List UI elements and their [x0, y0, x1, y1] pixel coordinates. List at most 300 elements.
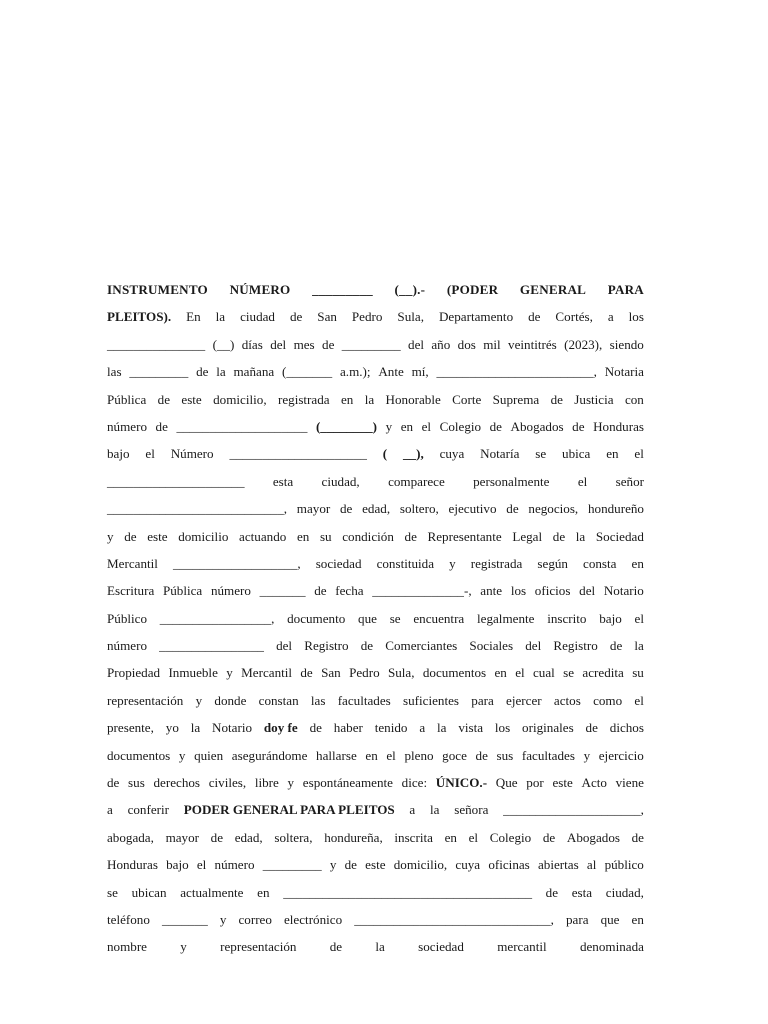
word: personalmente — [473, 473, 550, 489]
word: a — [107, 802, 113, 818]
word: ejercer — [506, 692, 542, 708]
word: como — [593, 692, 623, 708]
text-line — [107, 303, 644, 330]
word: oficinas — [488, 857, 530, 873]
word: para — [565, 911, 589, 927]
word: __), — [403, 446, 424, 462]
word: de — [609, 638, 623, 654]
word: encuentra — [413, 610, 465, 626]
word: fecha — [335, 583, 364, 599]
word: y — [178, 747, 186, 763]
word: de — [155, 418, 168, 434]
word: de — [550, 391, 563, 407]
word: su — [632, 665, 644, 681]
word: Número — [170, 446, 214, 462]
word: Público — [107, 610, 148, 626]
word: de — [329, 939, 343, 955]
word: Corte — [452, 391, 482, 407]
word: actuando — [239, 528, 287, 544]
word: Legal — [512, 528, 543, 544]
word: Pública — [107, 391, 147, 407]
word: y — [329, 857, 337, 873]
word: ( — [382, 446, 388, 462]
word: los — [628, 309, 644, 325]
word: acredita — [582, 665, 624, 681]
word: Colegio — [489, 829, 532, 845]
word: (_______ — [281, 364, 333, 380]
word: _________ — [129, 364, 189, 380]
word: a — [409, 802, 416, 818]
word: conferir — [127, 802, 170, 818]
word: se — [535, 446, 547, 462]
word: y — [449, 555, 456, 571]
word: de — [545, 884, 559, 900]
word: ________________________, — [436, 364, 597, 380]
word: de — [210, 829, 224, 845]
word: soltero, — [399, 501, 439, 517]
word: mí, — [411, 364, 429, 380]
text-line — [107, 495, 644, 522]
word: para — [471, 692, 494, 708]
word: actos — [553, 692, 581, 708]
word: de — [542, 829, 556, 845]
word: el — [515, 665, 525, 681]
word: las — [107, 364, 122, 380]
word: de — [322, 336, 335, 352]
word: esta — [272, 473, 294, 489]
word: suficientes — [403, 692, 460, 708]
word: en — [606, 446, 619, 462]
word: soltera, — [274, 829, 313, 845]
word: ______________________________________ — [283, 884, 532, 900]
word: Pedro — [351, 309, 383, 325]
word: (________) — [315, 418, 378, 434]
word: Registro — [304, 638, 349, 654]
text-line — [107, 276, 644, 303]
word: _________ — [312, 282, 373, 297]
word: INSTRUMENTO — [107, 282, 208, 297]
word: donde — [214, 692, 247, 708]
word: Notaria — [604, 364, 644, 380]
word: de — [552, 528, 566, 544]
text-line — [107, 331, 644, 358]
word: de — [475, 747, 488, 763]
word: ciudad, — [605, 884, 644, 900]
word: en — [494, 665, 507, 681]
word: el — [634, 610, 644, 626]
word: ______________-, — [372, 583, 472, 599]
word: la — [215, 309, 226, 325]
word: el — [634, 692, 644, 708]
word: mes — [293, 336, 315, 352]
word: de — [506, 501, 519, 517]
word: espontáneamente — [302, 775, 393, 791]
word: veintitrés — [508, 336, 557, 352]
word: viene — [615, 775, 644, 791]
word: Sula, — [387, 665, 415, 681]
word: número — [107, 418, 147, 434]
word: y — [226, 665, 233, 681]
word: ejecutivo — [448, 501, 497, 517]
word: la — [634, 638, 644, 654]
word: bajo — [107, 446, 130, 462]
word: consta — [583, 555, 617, 571]
word: libre — [254, 775, 279, 791]
word: documento — [287, 610, 346, 626]
word: a.m.); — [339, 364, 371, 380]
word: negocios, — [528, 501, 579, 517]
word: ____________________ — [176, 418, 308, 434]
word: documentos — [107, 747, 171, 763]
word: PLEITOS). — [107, 309, 172, 325]
text-line — [107, 550, 644, 577]
word: (__).- — [394, 282, 426, 297]
word: _______ — [259, 583, 306, 599]
word: y — [180, 939, 187, 955]
word: la — [190, 720, 201, 736]
word: ubican — [131, 884, 167, 900]
word: civiles, — [208, 775, 247, 791]
word: dichos — [609, 720, 644, 736]
word: Notario — [212, 720, 253, 736]
word: señora — [454, 802, 489, 818]
word: que — [600, 911, 620, 927]
word: _______________ — [107, 336, 206, 352]
word: ubica — [562, 446, 591, 462]
word: que — [358, 610, 377, 626]
word: del — [276, 638, 293, 654]
text-line — [107, 577, 644, 604]
word: la — [375, 939, 385, 955]
word: esta — [571, 884, 593, 900]
word: de — [404, 528, 417, 544]
word: dice: — [401, 775, 428, 791]
word: ___________________, — [172, 555, 301, 571]
word: doy fe — [263, 720, 298, 736]
word: Mercantil — [241, 665, 293, 681]
word: de — [300, 665, 313, 681]
word: nombre — [107, 939, 147, 955]
word: San — [317, 309, 337, 325]
word: sus — [128, 775, 145, 791]
word: dos — [457, 336, 476, 352]
text-line — [107, 632, 644, 659]
word: (PODER — [446, 282, 499, 297]
word: NÚMERO — [229, 282, 291, 297]
document-body — [107, 276, 644, 961]
word: Cortés, — [555, 309, 593, 325]
text-line — [107, 523, 644, 550]
word: del — [579, 583, 596, 599]
word: se — [389, 610, 401, 626]
text-line — [107, 824, 644, 851]
word: número — [210, 583, 251, 599]
word: Suprema — [492, 391, 540, 407]
word: días — [241, 336, 263, 352]
word: Sula, — [397, 309, 424, 325]
word: de — [124, 528, 137, 544]
word: Notario — [603, 583, 644, 599]
word: de — [344, 857, 357, 873]
word: el — [196, 857, 207, 873]
word: Departamento — [438, 309, 514, 325]
word: electrónico — [283, 911, 343, 927]
word: la — [216, 364, 226, 380]
word: quien — [194, 747, 224, 763]
word: ÚNICO.- — [435, 775, 488, 791]
word: número — [107, 638, 147, 654]
word: de — [528, 309, 541, 325]
word: legalmente — [477, 610, 535, 626]
word: de — [572, 418, 585, 434]
word: la — [437, 720, 447, 736]
word: teléfono — [107, 911, 150, 927]
text-line — [107, 413, 644, 440]
text-line — [107, 358, 644, 385]
word: representación — [107, 692, 184, 708]
word: Pública — [162, 583, 203, 599]
word: Pedro — [349, 665, 380, 681]
word: domicilio, — [393, 857, 448, 873]
word: en — [400, 418, 414, 434]
word: de — [289, 309, 303, 325]
word: público — [604, 857, 644, 873]
word: Sociedad — [595, 528, 644, 544]
word: GENERAL — [519, 282, 587, 297]
word: mayor — [296, 501, 331, 517]
word: San — [321, 665, 341, 681]
word: oficios — [534, 583, 571, 599]
word: su — [319, 528, 332, 544]
word: Honduras — [593, 418, 644, 434]
word: correo — [238, 911, 272, 927]
word: registrada — [277, 391, 330, 407]
word: en — [631, 911, 644, 927]
word: inscrito — [547, 610, 587, 626]
word: haber — [333, 720, 363, 736]
text-line — [107, 386, 644, 413]
word: abogada, — [107, 829, 154, 845]
word: a — [419, 720, 426, 736]
word: de — [585, 720, 598, 736]
word: _______ — [161, 911, 208, 927]
word: ___________________________, — [107, 501, 288, 517]
word: el — [421, 418, 432, 434]
word: este — [181, 391, 202, 407]
word: Registro — [553, 638, 598, 654]
word: sociedad — [315, 555, 362, 571]
word: En — [186, 309, 201, 325]
word: del — [270, 336, 287, 352]
word: la — [575, 528, 586, 544]
word: _____________________ — [107, 473, 245, 489]
word: hallarse — [316, 747, 357, 763]
word: originales — [522, 720, 574, 736]
word: número — [214, 857, 255, 873]
word: señor — [615, 473, 644, 489]
word: representación — [220, 939, 297, 955]
text-line — [107, 851, 644, 878]
word: Acto — [581, 775, 607, 791]
word: Honorable — [385, 391, 441, 407]
word: en — [296, 528, 310, 544]
word: _________________, — [159, 610, 275, 626]
word: de — [157, 391, 171, 407]
word: (__) — [212, 336, 235, 352]
word: se — [563, 665, 575, 681]
word: Comerciantes — [385, 638, 458, 654]
word: hondureña, — [324, 829, 383, 845]
word: el — [577, 473, 588, 489]
word: en — [631, 555, 644, 571]
word: comparece — [388, 473, 445, 489]
word: Justicia — [574, 391, 614, 407]
word: Notaría — [480, 446, 520, 462]
word: _________ — [262, 857, 322, 873]
word: de — [489, 418, 502, 434]
word: de — [631, 829, 644, 845]
word: bajo — [599, 610, 622, 626]
text-line — [107, 796, 644, 823]
word: siendo — [609, 336, 644, 352]
word: constan — [258, 692, 299, 708]
word: Escritura — [107, 583, 155, 599]
word: Mercantil — [107, 555, 158, 571]
text-line — [107, 742, 644, 769]
word: PODER GENERAL PARA PLEITOS — [183, 802, 395, 818]
word: domicilio, — [213, 391, 267, 407]
word: Que — [495, 775, 518, 791]
word: y — [219, 911, 227, 927]
word: este — [147, 528, 168, 544]
word: ciudad — [240, 309, 275, 325]
word: facultades — [337, 692, 391, 708]
word: las — [310, 692, 326, 708]
word: mil — [483, 336, 501, 352]
word: documentos — [422, 665, 487, 681]
word: con — [624, 391, 644, 407]
word: mercantil — [497, 939, 547, 955]
text-line — [107, 659, 644, 686]
word: inscrita — [394, 829, 433, 845]
text-line — [107, 769, 644, 796]
word: tenido — [374, 720, 408, 736]
word: al — [586, 857, 597, 873]
word: en — [444, 829, 457, 845]
word: del — [525, 638, 542, 654]
word: ______________________________, — [354, 911, 554, 927]
word: edad, — [234, 829, 263, 845]
word: cuya — [439, 446, 465, 462]
text-line — [107, 468, 644, 495]
word: de — [309, 720, 322, 736]
word: de — [107, 775, 120, 791]
word: Ante — [378, 364, 404, 380]
word: Sociales — [469, 638, 514, 654]
word: constituida — [376, 555, 435, 571]
word: los — [494, 720, 511, 736]
word: Abogados — [566, 829, 620, 845]
word: _________ — [341, 336, 401, 352]
word: Abogados — [510, 418, 564, 434]
word: pleno — [404, 747, 434, 763]
word: en — [340, 391, 354, 407]
word: Honduras — [107, 857, 158, 873]
word: domicilio — [178, 528, 229, 544]
text-line — [107, 605, 644, 632]
word: se — [107, 884, 118, 900]
word: _____________________, — [503, 802, 644, 818]
word: a — [607, 309, 614, 325]
word: mayor — [165, 829, 200, 845]
word: Inmueble — [168, 665, 218, 681]
text-line — [107, 879, 644, 906]
word: ante — [480, 583, 503, 599]
word: bajo — [166, 857, 189, 873]
word: este — [552, 775, 573, 791]
word: en — [365, 747, 378, 763]
text-line — [107, 906, 644, 933]
text-line — [107, 933, 644, 960]
word: registrada — [470, 555, 523, 571]
word: hondureño — [587, 501, 644, 517]
word: facultades — [521, 747, 575, 763]
word: Representante — [427, 528, 502, 544]
word: el — [468, 829, 479, 845]
text-line — [107, 714, 644, 741]
word: cuya — [455, 857, 481, 873]
word: presente, — [107, 720, 154, 736]
word: por — [526, 775, 544, 791]
word: del — [408, 336, 425, 352]
word: sociedad — [418, 939, 464, 955]
word: edad, — [362, 501, 391, 517]
word: condición — [342, 528, 394, 544]
word: y — [583, 747, 591, 763]
word: año — [431, 336, 451, 352]
word: de — [340, 501, 353, 517]
word: asegurándome — [231, 747, 308, 763]
word: yo — [165, 720, 179, 736]
word: sus — [496, 747, 514, 763]
word: los — [510, 583, 527, 599]
text-line — [107, 687, 644, 714]
word: y — [195, 692, 203, 708]
word: ejercicio — [598, 747, 644, 763]
word: goce — [442, 747, 467, 763]
word: abiertas — [537, 857, 579, 873]
word: mañana — [233, 364, 275, 380]
word: Colegio — [439, 418, 482, 434]
word: cual — [533, 665, 555, 681]
word: derechos — [153, 775, 201, 791]
word: PARA — [607, 282, 644, 297]
text-line — [107, 440, 644, 467]
word: denominada — [579, 939, 644, 955]
word: ________________ — [159, 638, 264, 654]
word: (2023), — [564, 336, 603, 352]
word: de — [196, 364, 209, 380]
word: en — [257, 884, 270, 900]
word: actualmente — [180, 884, 244, 900]
word: este — [365, 857, 386, 873]
word: la — [364, 391, 375, 407]
word: según — [537, 555, 568, 571]
word: y — [287, 775, 295, 791]
word: el — [386, 747, 396, 763]
word: y — [107, 528, 114, 544]
word: ciudad, — [321, 473, 360, 489]
